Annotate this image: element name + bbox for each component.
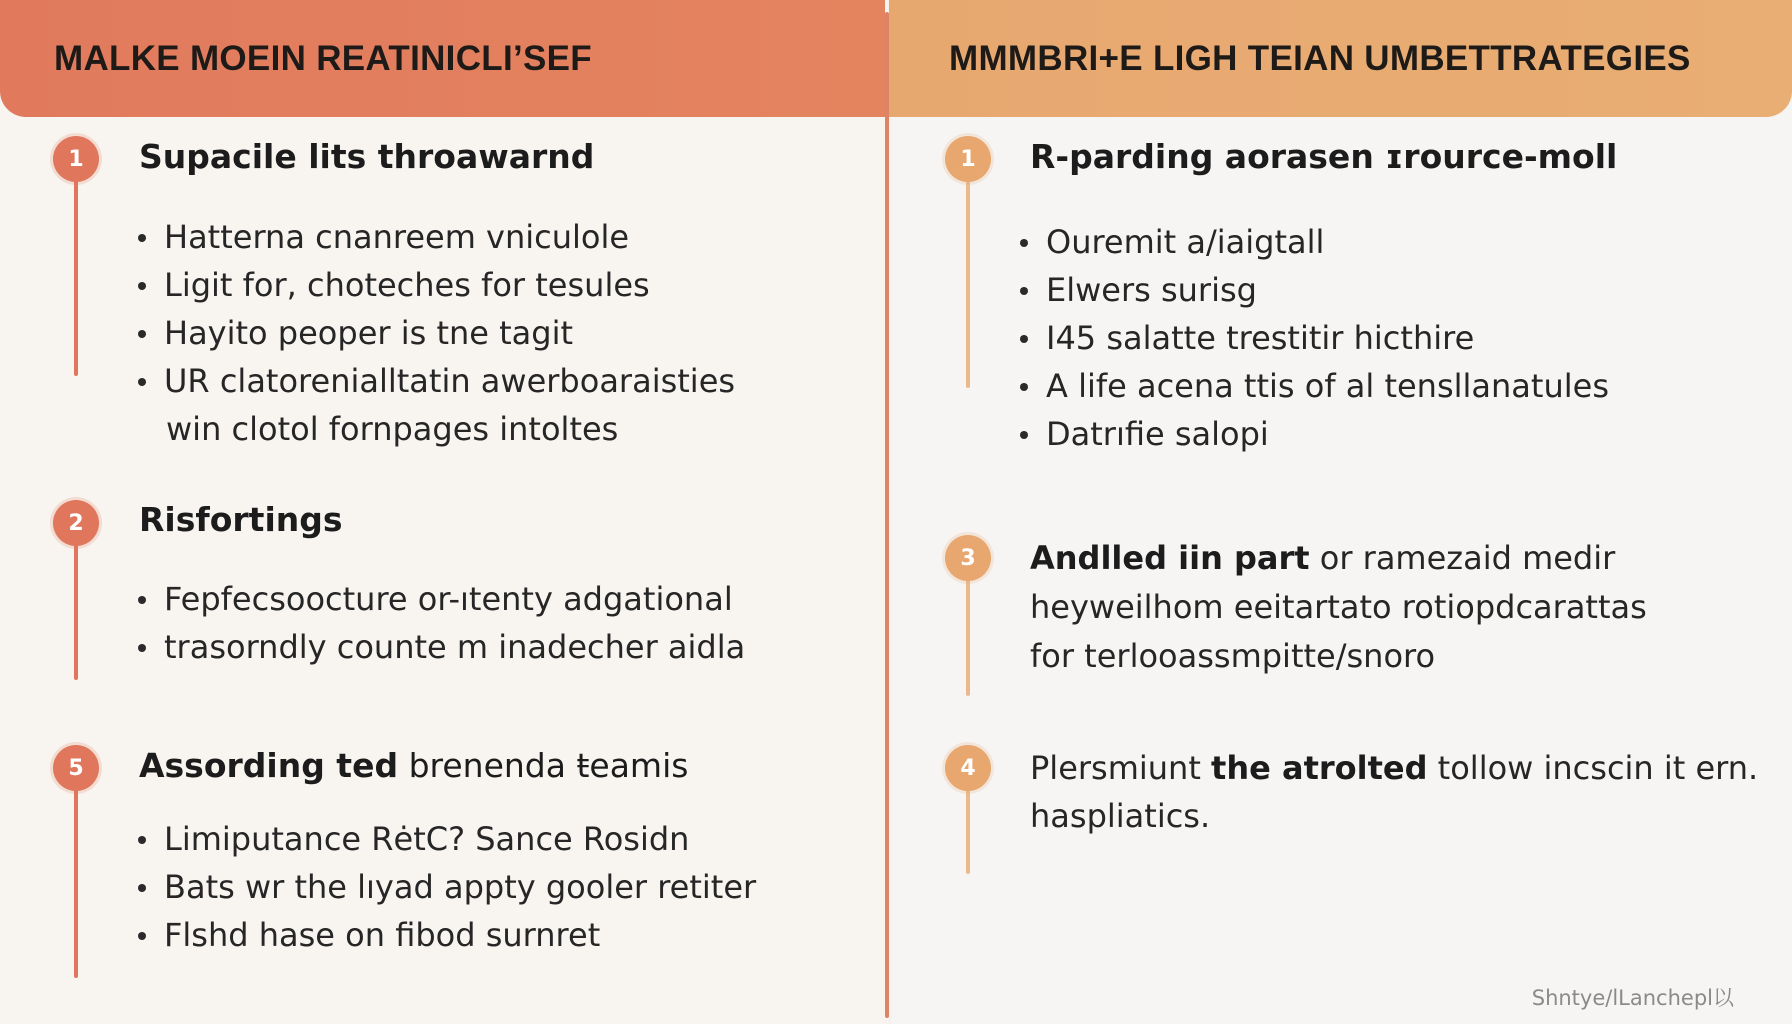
paragraph-bold: Andlled iin part <box>1030 539 1310 577</box>
section-title: R-parding aorasen ɪrource-moll <box>1030 137 1618 176</box>
timeline-rail <box>74 180 78 376</box>
section-title <box>139 746 688 785</box>
section-title: Supacile lits throawarnd <box>139 137 595 176</box>
section-title: Risfortings <box>139 500 343 539</box>
right-header-title: MMMBRI+E LIGH TEIAN UMBETTRATEGIES <box>949 38 1691 78</box>
section-paragraph-line <box>1030 534 1615 582</box>
list-item: I45 salatte trestitir hicthire <box>1018 314 1609 362</box>
section-title-bold: Assording ted <box>139 746 399 785</box>
column-divider <box>885 12 889 1018</box>
list-item: Hatterna cnanreem vniculole <box>136 213 735 261</box>
timeline-rail <box>74 540 78 680</box>
bullet-list <box>136 815 756 959</box>
step-badge: 3 <box>945 535 991 581</box>
paragraph-light: tollow incscin it ern. <box>1427 749 1759 787</box>
list-item: Datrıfie salopi <box>1018 410 1609 458</box>
section-paragraph-line: heyweilhom eeitartato rotiopdcarattas <box>1030 588 1647 626</box>
left-header-title: MALKE MOEIN REATINICLI’SEF <box>54 38 592 78</box>
timeline-rail <box>966 788 970 874</box>
list-item: A life acena ttis of al tensllanatules <box>1018 362 1609 410</box>
paragraph-bold: the atrolted <box>1211 749 1428 787</box>
left-header <box>0 0 885 117</box>
list-item: Ligit for, choteches for tesules <box>136 261 735 309</box>
list-item: Ouremit a/iaigtall <box>1018 218 1609 266</box>
step-badge: 1 <box>945 136 991 182</box>
list-item: UR clatorenialltatin awerboaraisties <box>136 357 735 405</box>
list-item: Flshd hase on fibod surnret <box>136 911 756 959</box>
timeline-rail <box>966 578 970 696</box>
list-item: Elwers surisg <box>1018 266 1609 314</box>
timeline-rail <box>966 180 970 388</box>
paragraph-light: or ramezaid medir <box>1309 539 1616 577</box>
step-badge: 1 <box>53 136 99 182</box>
bullet-list <box>136 213 735 405</box>
section-paragraph-line: for terlooassmpitte/snoro <box>1030 637 1436 675</box>
paragraph-pre: Plersmiunt <box>1030 749 1212 787</box>
bullet-continuation: win clotol fornpages intoltes <box>166 410 619 448</box>
section-paragraph-line <box>1030 744 1758 792</box>
section-title-light: brenenda ŧeamis <box>398 746 689 785</box>
bullet-list <box>1018 218 1609 458</box>
right-header <box>889 0 1792 117</box>
list-item: Fepfecsoocture or-ıtenty adgational <box>136 575 745 623</box>
list-item: trasorndly counte m inadecher aidla <box>136 623 745 671</box>
footer-credit: Shntye/lLanchepl以 <box>1531 986 1734 1010</box>
list-item: Limiputance RėtC? Sance Rosidn <box>136 815 756 863</box>
timeline-rail <box>74 786 78 978</box>
bullet-list <box>136 575 745 671</box>
list-item: Bats wr the lıyad appty gooler retiter <box>136 863 756 911</box>
step-badge: 2 <box>53 500 99 546</box>
step-badge: 4 <box>945 745 991 791</box>
step-badge: 5 <box>53 745 99 791</box>
section-paragraph-line: haspliatics. <box>1030 797 1211 835</box>
list-item: Hayito peoper is tne tagit <box>136 309 735 357</box>
